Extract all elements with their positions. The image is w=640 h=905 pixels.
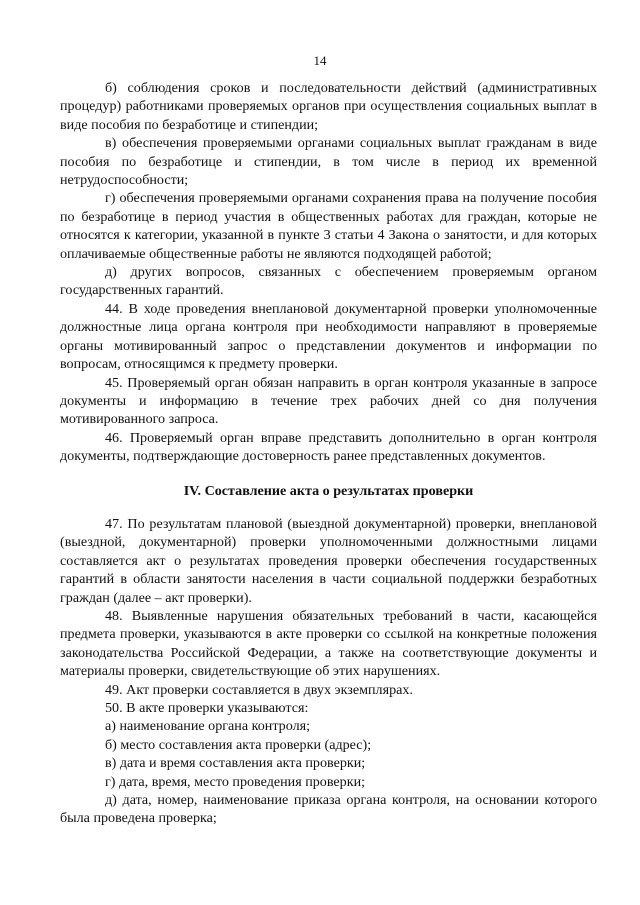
paragraph-47: 47. По результатам плановой (выездной документарной) проверки, внеплановой (выездной, документарной) проверки уполномоченными должностными лицами составляется акт о результатах проведения проверки обеспечения государственных гарантий в области занятости населения в части социальной поддержки безработных граждан (далее – акт проверки). <box>60 515 597 606</box>
page-number: 14 <box>313 53 327 68</box>
paragraph-50: 50. В акте проверки указываются: <box>105 700 309 716</box>
list-item: б) место составления акта проверки (адрес); <box>105 736 372 753</box>
paragraph-46: 46. Проверяемый орган вправе представить дополнительно в орган контроля документы, подтверждающие достоверность ранее представленных документов. <box>60 429 597 465</box>
list-item: д) дата, номер, наименование приказа органа контроля, на основании которого была проведена проверка; <box>60 792 597 827</box>
list-item: а) наименование органа контроля; <box>105 718 311 735</box>
paragraph-45: 45. Проверяемый орган обязан направить в орган контроля указанные в запросе документы и информацию в течение трех рабочих дней со дня получения мотивированного запроса. <box>60 374 597 428</box>
list-item: г) дата, время, место проведения проверки; <box>105 773 366 790</box>
paragraph-48: 48. Выявленные нарушения обязательных требований в части, касающейся предмета проверки, указываются в акте проверки со ссылкой на конкретные положения законодательства Российской Федерации, а также на соответствующие документы и материалы проверки, свидетельствующие об этих нарушениях. <box>60 607 597 680</box>
section-heading: IV. Составление акта о результатах проверки <box>183 482 474 499</box>
paragraph: д) других вопросов, связанных с обеспечением проверяемым органом государственных гарантий. <box>60 264 597 299</box>
document-body <box>60 79 597 828</box>
paragraph-44: 44. В ходе проведения внеплановой документарной проверки уполномоченные должностные лица органа контроля при необходимости направляют в проверяемые органы мотивированный запрос о представлении документов и информации по вопросам, относящимся к предмету проверки. <box>60 300 597 373</box>
paragraph: б) соблюдения сроков и последовательности действий (административных процедур) работниками проверяемых органов при осуществления социальных выплат в виде пособия по безработице и стипендии; <box>60 80 597 133</box>
paragraph: г) обеспечения проверяемыми органами сохранения права на получение пособия по безработице в период участия в общественных работах для граждан, которые не относятся к категории, указанной в пункте 3 статьи 4 Закона о занятости, и для которых оплачиваемые общественные работы не являются подходящей работой; <box>60 190 597 262</box>
list-item: в) дата и время составления акта проверки; <box>105 755 366 772</box>
paragraph-49: 49. Акт проверки составляется в двух экземплярах. <box>105 681 413 698</box>
paragraph: в) обеспечения проверяемыми органами социальных выплат гражданам в виде пособия по безработице и стипендии, в том числе в период их временной нетрудоспособности; <box>60 135 597 189</box>
